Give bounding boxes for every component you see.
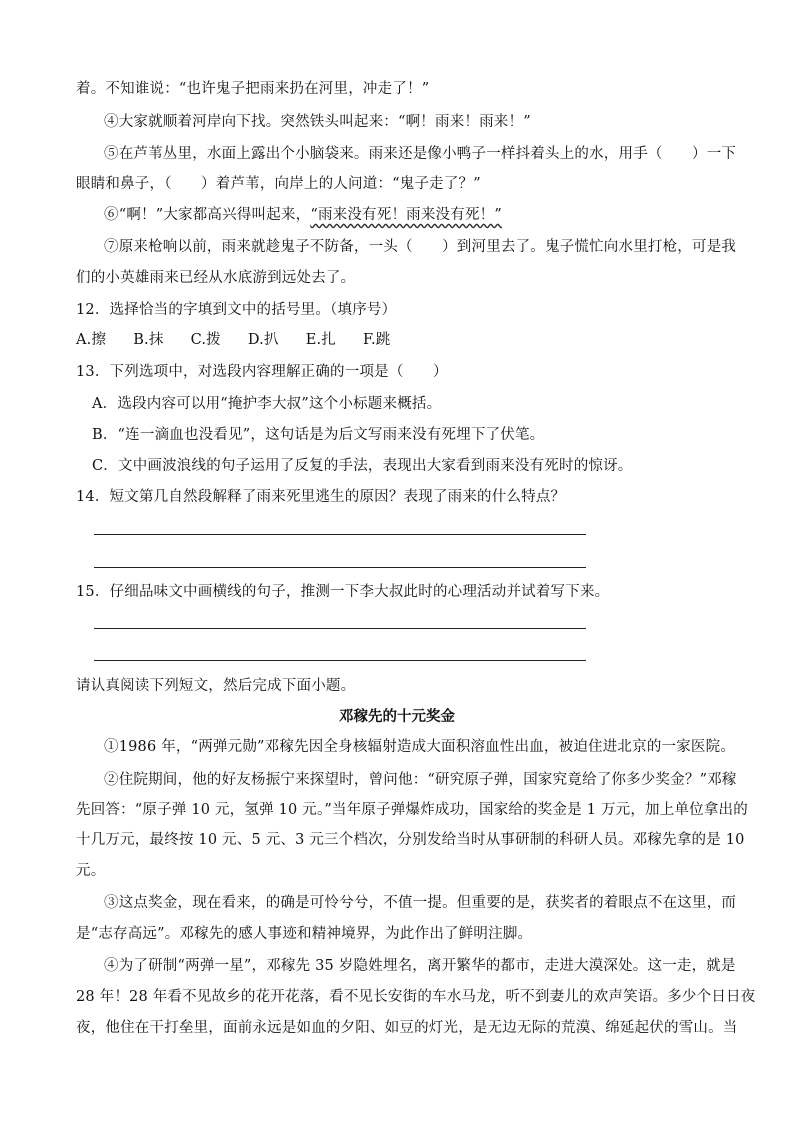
- question-15-prompt: 15．仔细品味文中画横线的句子，推测一下李大叔此时的心理活动并试着写下来。: [76, 584, 610, 600]
- story-paragraph-2-line-3: 十几万元，最终按 10 元、5 元、3 元三个档次，分别发给当时从事研制的科研人员。邓稼先拿的是 10: [76, 832, 745, 848]
- choice-d: D.扒: [247, 332, 279, 348]
- answer-line-15-2[interactable]: [94, 660, 586, 661]
- story-paragraph-2-line-2: 先回答：“原子弹 10 元，氢弹 10 元。”当年原子弹爆炸成功，国家给的奖金是 1 万元，加上单位拿出的: [76, 802, 748, 818]
- choice-f: F.跳: [362, 332, 391, 348]
- reading-instruction: 请认真阅读下列短文，然后完成下面小题。: [76, 678, 356, 694]
- story-paragraph-2-line-1: ②住院期间，他的好友杨振宁来探望时，曾问他：“研究原子弹，国家究竟给了你多少奖金？”邓稼: [104, 772, 737, 788]
- story-paragraph-2-line-4: 元。: [76, 863, 106, 879]
- question-12-prompt: 12．选择恰当的字填到文中的括号里。（填序号）: [76, 302, 397, 318]
- paragraph-4: ④大家就顺着河岸向下找。突然铁头叫起来：“啊！雨来！雨来！”: [104, 114, 531, 130]
- choice-c: C.拨: [190, 332, 221, 348]
- story-paragraph-3-line-2: 是“志存高远”。邓稼先的感人事迹和精神境界，为此作出了鲜明注脚。: [76, 926, 533, 942]
- answer-line-15-1[interactable]: [94, 628, 586, 629]
- paragraph-7-line-1: ⑦原来枪响以前，雨来就趁鬼子不防备，一头（ ）到河里去了。鬼子慌忙向水里打枪，可是我: [104, 239, 737, 255]
- choice-b: B.抹: [133, 332, 164, 348]
- answer-line-14-2[interactable]: [94, 567, 586, 568]
- story-paragraph-3-line-1: ③这点奖金，现在看来，的确是可怜兮兮，不值一提。但重要的是，获奖者的着眼点不在这里，而: [104, 895, 737, 911]
- paragraph-continuation: 着。不知谁说：“也许鬼子把雨来扔在河里，冲走了！”: [76, 81, 430, 97]
- wavy-underlined-sentence: “雨来没有死！雨来没有死！”: [310, 207, 502, 223]
- paragraph-6-intro: ⑥“啊！”大家都高兴得叫起来，: [104, 207, 311, 223]
- paragraph-7-line-2: 们的小英雄雨来已经从水底游到远处去了。: [76, 270, 356, 286]
- question-13-option-c: C．文中画波浪线的句子运用了反复的手法，表现出大家看到雨来没有死时的惊讶。: [92, 458, 633, 474]
- story-paragraph-4-line-3: 夜，他住在干打垒里，面前永远是如血的夕阳、如豆的灯光，是无边无际的荒漠、绵延起伏的雪山。当: [76, 1020, 738, 1036]
- paragraph-6: [104, 205, 764, 225]
- story-paragraph-4-line-2: 28 年！28 年看不见故乡的花开花落，看不见长安街的车水马龙，听不到妻儿的欢声笑语。多少个日日夜: [76, 989, 756, 1005]
- story-title: 邓稼先的十元奖金: [339, 708, 455, 725]
- story-paragraph-4-line-1: ④为了研制“两弹一星”，邓稼先 35 岁隐姓埋名，离开繁华的都市，走进大漠深处。这一走，就是: [104, 958, 736, 974]
- question-12-choices: [76, 330, 736, 350]
- choice-e: E.扎: [305, 332, 336, 348]
- question-13-option-b: B．“连一滴血也没看见”，这句话是为后文写雨来没有死埋下了伏笔。: [92, 427, 545, 443]
- question-13-option-a: A．选段内容可以用“掩护李大叔”这个小标题来概括。: [92, 396, 442, 412]
- answer-line-14-1[interactable]: [94, 534, 586, 535]
- choice-a: A.擦: [76, 332, 107, 348]
- paragraph-5-line-2: 眼睛和鼻子，（ ）着芦苇，向岸上的人问道：“鬼子走了？”: [76, 176, 481, 192]
- story-paragraph-1: ①1986 年，“两弹元勋”邓稼先因全身核辐射造成大面积溶血性出血，被迫住进北京的一家医院。: [104, 739, 736, 755]
- question-14-prompt: 14．短文第几自然段解释了雨来死里逃生的原因？表现了雨来的什么特点？: [76, 489, 566, 505]
- paragraph-5-line-1: ⑤在芦苇丛里，水面上露出个小脑袋来。雨来还是像小鸭子一样抖着头上的水，用手（ ）一下: [104, 146, 737, 162]
- question-13-prompt: 13．下列选项中，对选段内容理解正确的一项是（ ）: [76, 364, 448, 380]
